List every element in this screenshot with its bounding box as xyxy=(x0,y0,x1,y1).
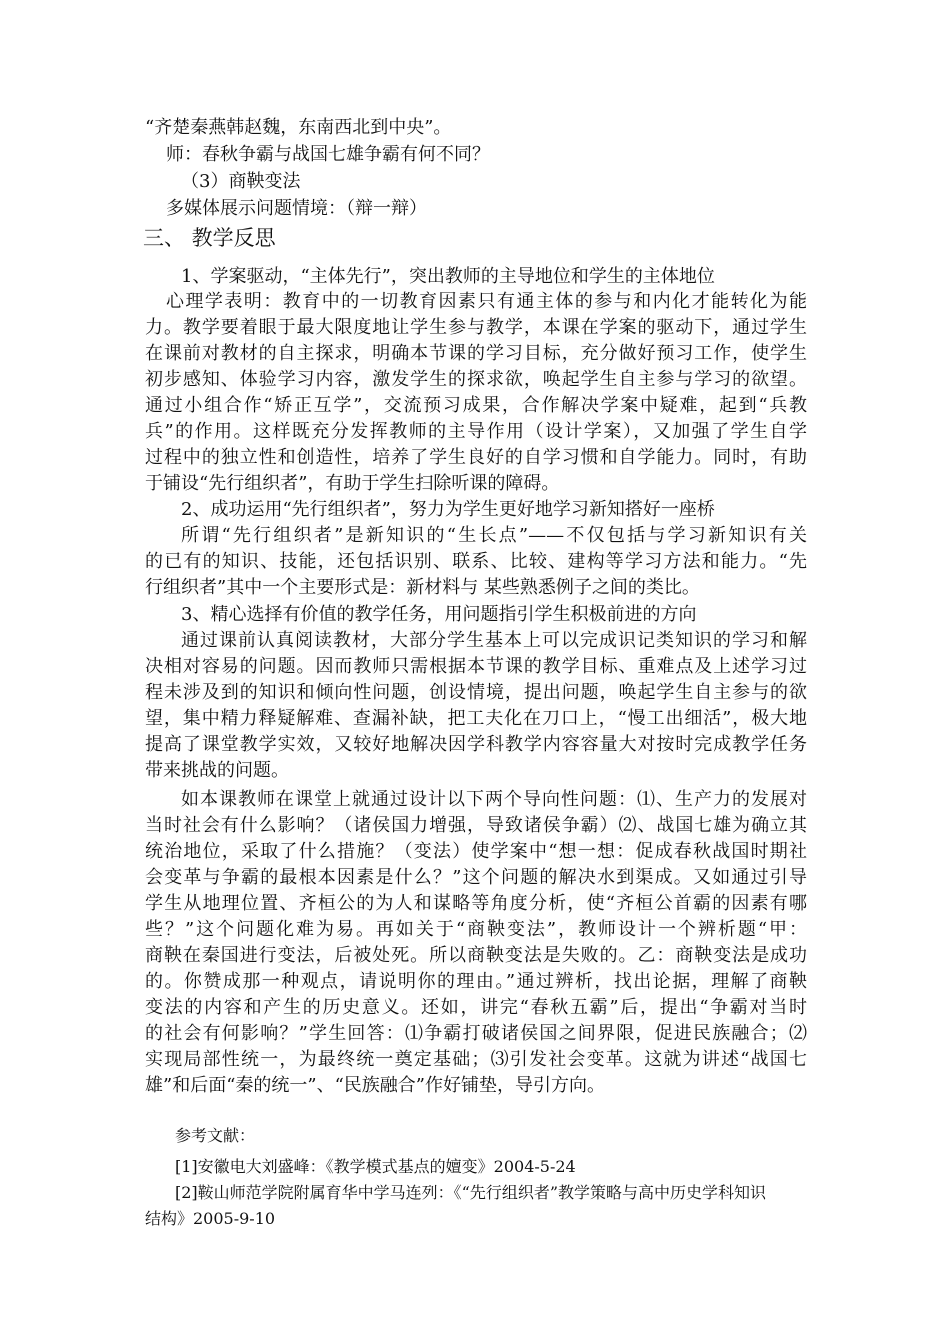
paragraph-line: 如本课教师在课堂上就通过设计以下两个导向性问题：⑴、生产力的发展对 xyxy=(181,789,807,810)
paragraph-line: 心理学表明：教育中的一切教育因素只有通主体的参与和内化才能转化为能 xyxy=(166,291,807,312)
paragraph-line: 行组织者”其中一个主要形式是：新材料与 某些熟悉例子之间的类比。 xyxy=(145,577,700,598)
paragraph-line: 的社会有何影响？”学生回答：⑴争霸打破诸侯国之间界限，促进民族融合；⑵ xyxy=(145,1023,807,1044)
paragraph-line: 实现局部性统一，为最终统一奠定基础；⑶引发社会变革。这就为讲述“战国七 xyxy=(145,1049,807,1070)
paragraph-line: 通过小组合作“矫正互学”，交流预习成果，合作解决学案中疑难，起到“兵教 xyxy=(145,395,807,416)
paragraph-line: 望，集中精力释疑解难、查漏补缺，把工夫化在刀口上，“慢工出细活”，极大地 xyxy=(145,708,807,729)
paragraph-line: 当时社会有什么影响？（诸侯国力增强，导致诸侯争霸）⑵、战国七雄为确立其 xyxy=(145,815,807,836)
section-heading: 三、 教学反思 xyxy=(143,226,276,250)
paragraph-title: 3、精心选择有价值的教学任务，用问题指引学生积极前进的方向 xyxy=(181,604,697,625)
paragraph-line: 在课前对教材的自主探求，明确本节课的学习目标，充分做好预习工作，使学生 xyxy=(145,343,807,364)
paragraph-line: 兵”的作用。这样既充分发挥教师的主导作用（设计学案），又加强了学生自学 xyxy=(145,421,807,442)
text-line: 师：春秋争霸与战国七雄争霸有何不同？ xyxy=(166,144,490,165)
paragraph-line: 会变革与争霸的最根本因素是什么？”这个问题的解决水到渠成。又如通过引导 xyxy=(145,867,807,888)
paragraph-line: 商鞅在秦国进行变法，后被处死。所以商鞅变法是失败的。乙：商鞅变法是成功 xyxy=(145,945,807,966)
paragraph-line: 的。你赞成那一种观点，请说明你的理由。”通过辨析，找出论据，理解了商鞅 xyxy=(145,971,807,992)
text-line: “齐楚秦燕韩赵魏，东南西北到中央”。 xyxy=(145,117,452,138)
paragraph-line: 统治地位，采取了什么措施？（变法）使学案中“想一想：促成春秋战国时期社 xyxy=(145,841,807,862)
paragraph-line: 初步感知、体验学习内容，激发学生的探求欲，唤起学生自主参与学习的欲望。 xyxy=(145,369,807,390)
paragraph-line: 带来挑战的问题。 xyxy=(145,760,289,781)
paragraph-line: 决相对容易的问题。因而教师只需根据本节课的教学目标、重难点及上述学习过 xyxy=(145,656,807,677)
paragraph-line: 通过课前认真阅读教材，大部分学生基本上可以完成识记类知识的学习和解 xyxy=(181,630,807,651)
paragraph-line: 提高了课堂教学实效，又较好地解决因学科教学内容容量大对按时完成教学任务 xyxy=(145,734,807,755)
paragraph-title: 1、学案驱动，“主体先行”，突出教师的主导地位和学生的主体地位 xyxy=(181,266,715,287)
paragraph-line: 雄”和后面“秦的统一”、“民族融合”作好铺垫，导引方向。 xyxy=(145,1075,606,1096)
paragraph-line: 程未涉及到的知识和倾向性问题，创设情境，提出问题，唤起学生自主参与的欲 xyxy=(145,682,807,703)
text-line: 多媒体展示问题情境：（辩一辩） xyxy=(166,198,427,219)
paragraph-line: 变法的内容和产生的历史意义。还如，讲完“春秋五霸”后，提出“争霸对当时 xyxy=(145,997,807,1018)
paragraph-line: 所谓“先行组织者”是新知识的“生长点”——不仅包括与学习新知识有关 xyxy=(181,525,807,546)
text-line: （3）商鞅变法 xyxy=(181,171,301,192)
paragraph-line: 的已有的知识、技能，还包括识别、联系、比较、建构等学习方法和能力。“先 xyxy=(145,551,807,572)
paragraph-title: 2、成功运用“先行组织者”，努力为学生更好地学习新知搭好一座桥 xyxy=(181,499,715,520)
reference-item: [1]安徽电大刘盛峰：《教学模式基点的嬗变》2004-5-24 xyxy=(175,1157,576,1176)
paragraph-line: 过程中的独立性和创造性，培养了学生良好的自学习惯和自学能力。同时，有助 xyxy=(145,447,807,468)
paragraph-line: 学生从地理位置、齐桓公的为人和谋略等角度分析，使“齐桓公首霸的因素有哪 xyxy=(145,893,807,914)
reference-item: [2]鞍山师范学院附属育华中学马连列：《“先行组织者”教学策略与高中历史学科知识 xyxy=(175,1183,767,1202)
references-title: 参考文献： xyxy=(175,1126,256,1145)
paragraph-line: 于铺设“先行组织者”，有助于学生扫除听课的障碍。 xyxy=(145,473,560,494)
reference-item-continued: 结构》2005-9-10 xyxy=(145,1209,276,1228)
paragraph-line: 些？”这个问题化难为易。再如关于“商鞅变法”，教师设计一个辨析题“甲： xyxy=(145,919,807,940)
paragraph-line: 力。教学要着眼于最大限度地让学生参与教学，本课在学案的驱动下，通过学生 xyxy=(145,317,807,338)
